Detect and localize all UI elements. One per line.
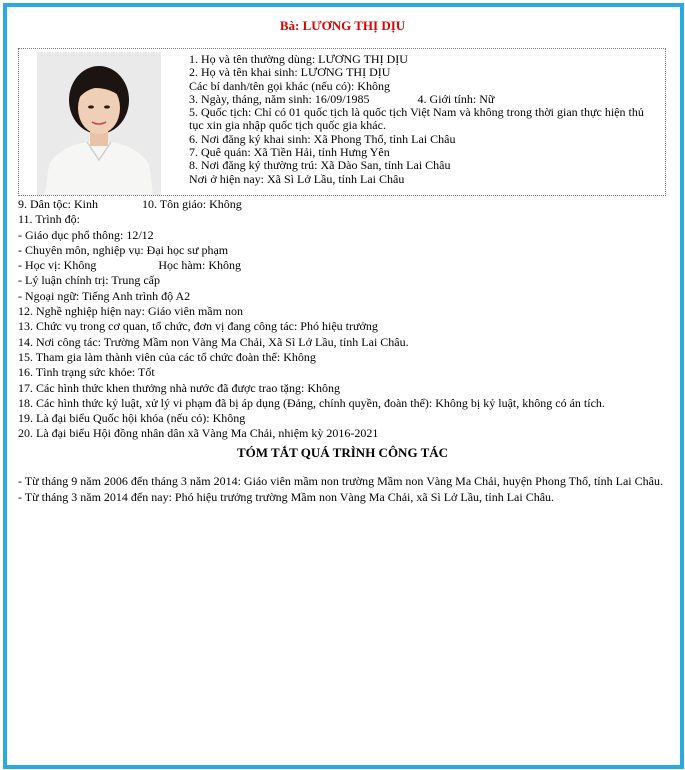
career-item: - Từ tháng 3 năm 2014 đến nay: Phó hiệu trưởng trường Mầm non Vàng Ma Chải, xã Sì Lở Lầu, tỉnh Lai Châu. bbox=[18, 489, 555, 504]
detail-religion: 10. Tôn giáo: Không bbox=[142, 197, 242, 211]
info-gender: 4. Giới tính: Nữ bbox=[417, 91, 495, 106]
detail-awards: 17. Các hình thức khen thưởng nhà nước đã được trao tặng: Không bbox=[18, 380, 340, 395]
degree-rank-row bbox=[18, 258, 668, 273]
info-common-name: 1. Họ và tên thường dùng: LƯƠNG THỊ DỊU bbox=[189, 52, 408, 66]
info-birthdate: 3. Ngày, tháng, năm sinh: 16/09/1985 bbox=[189, 91, 370, 106]
detail-education-header: 11. Trình độ: bbox=[18, 212, 80, 227]
detail-position: 13. Chức vụ trong cơ quan, tổ chức, đơn vị đang công tác: Phó hiệu trưởng bbox=[18, 319, 378, 334]
career-item: - Từ tháng 9 năm 2006 đến tháng 3 năm 2014: Giáo viên mầm non trường Mầm non Vàng Ma Chải, huyện Phong Thổ, tỉnh Lai Châu. bbox=[18, 474, 663, 488]
info-aliases: Các bí danh/tên gọi khác (nếu có): Không bbox=[189, 78, 390, 93]
detail-ethnic: 9. Dân tộc: Kinh bbox=[18, 197, 98, 211]
detail-specialty: - Chuyên môn, nghiệp vụ: Đại học sư phạm bbox=[18, 242, 229, 257]
detail-discipline: 18. Các hình thức kỷ luật, xử lý vi phạm đã bị áp dụng (Đảng, chính quyền, đoàn thể): Không bị kỷ luật, không có án tích. bbox=[18, 395, 605, 410]
page-title: Bà: LƯƠNG THỊ DỊU bbox=[279, 18, 406, 33]
detail-council-delegate: 20. Là đại biểu Hội đồng nhân dân xã Vàng Ma Chải, nhiệm kỳ 2016-2021 bbox=[18, 426, 379, 441]
detail-foreign-language: - Ngoại ngữ: Tiếng Anh trình độ A2 bbox=[18, 288, 191, 303]
portrait-photo bbox=[37, 52, 161, 195]
personal-info-box bbox=[18, 48, 666, 196]
info-birth-registration: 6. Nơi đăng ký khai sinh: Xã Phong Thổ, tỉnh Lai Châu bbox=[189, 131, 456, 146]
detail-academic-rank: Học hàm: Không bbox=[158, 258, 241, 273]
info-nationality: 5. Quốc tịch: Chỉ có 01 quốc tịch là quốc tịch Việt Nam và không trong thời gian thực hiện thủ tục xin gia nhập quốc tịch quốc gia khác. bbox=[189, 105, 644, 133]
detail-political-theory: - Lý luận chính trị: Trung cấp bbox=[18, 273, 160, 288]
detail-workplace: 14. Nơi công tác: Trường Mầm non Vàng Ma Chải, Xã Sì Lở Lầu, tỉnh Lai Châu. bbox=[18, 334, 409, 349]
info-birth-gender-row bbox=[189, 93, 661, 106]
career-summary-title: TÓM TẮT QUÁ TRÌNH CÔNG TÁC bbox=[236, 445, 449, 460]
detail-occupation: 12. Nghề nghiệp hiện nay: Giáo viên mầm non bbox=[18, 304, 243, 319]
detail-health: 16. Tình trạng sức khỏe: Tốt bbox=[18, 365, 155, 380]
personal-info-list bbox=[189, 53, 661, 186]
info-hometown: 7. Quê quán: Xã Tiền Hải, tỉnh Hưng Yên bbox=[189, 145, 390, 160]
detail-degree: - Học vị: Không bbox=[18, 258, 97, 273]
detail-membership: 15. Tham gia làm thành viên của các tổ chức đoàn thể: Không bbox=[18, 349, 316, 364]
portrait-image bbox=[37, 52, 161, 195]
ethnic-religion-row bbox=[18, 197, 668, 212]
info-birth-name: 2. Họ và tên khai sinh: LƯƠNG THỊ DỊU bbox=[189, 65, 391, 80]
info-current-residence: Nơi ở hiện nay: Xã Sì Lở Lầu, tỉnh Lai Châu bbox=[189, 171, 405, 186]
detail-general-education: - Giáo dục phổ thông: 12/12 bbox=[18, 227, 154, 242]
info-permanent-residence: 8. Nơi đăng ký thường trú: Xã Dào San, tỉnh Lai Châu bbox=[189, 158, 451, 173]
details-list bbox=[18, 197, 668, 442]
career-summary-list bbox=[18, 474, 668, 505]
detail-na-delegate: 19. Là đại biểu Quốc hội khóa (nếu có): Không bbox=[18, 411, 246, 426]
